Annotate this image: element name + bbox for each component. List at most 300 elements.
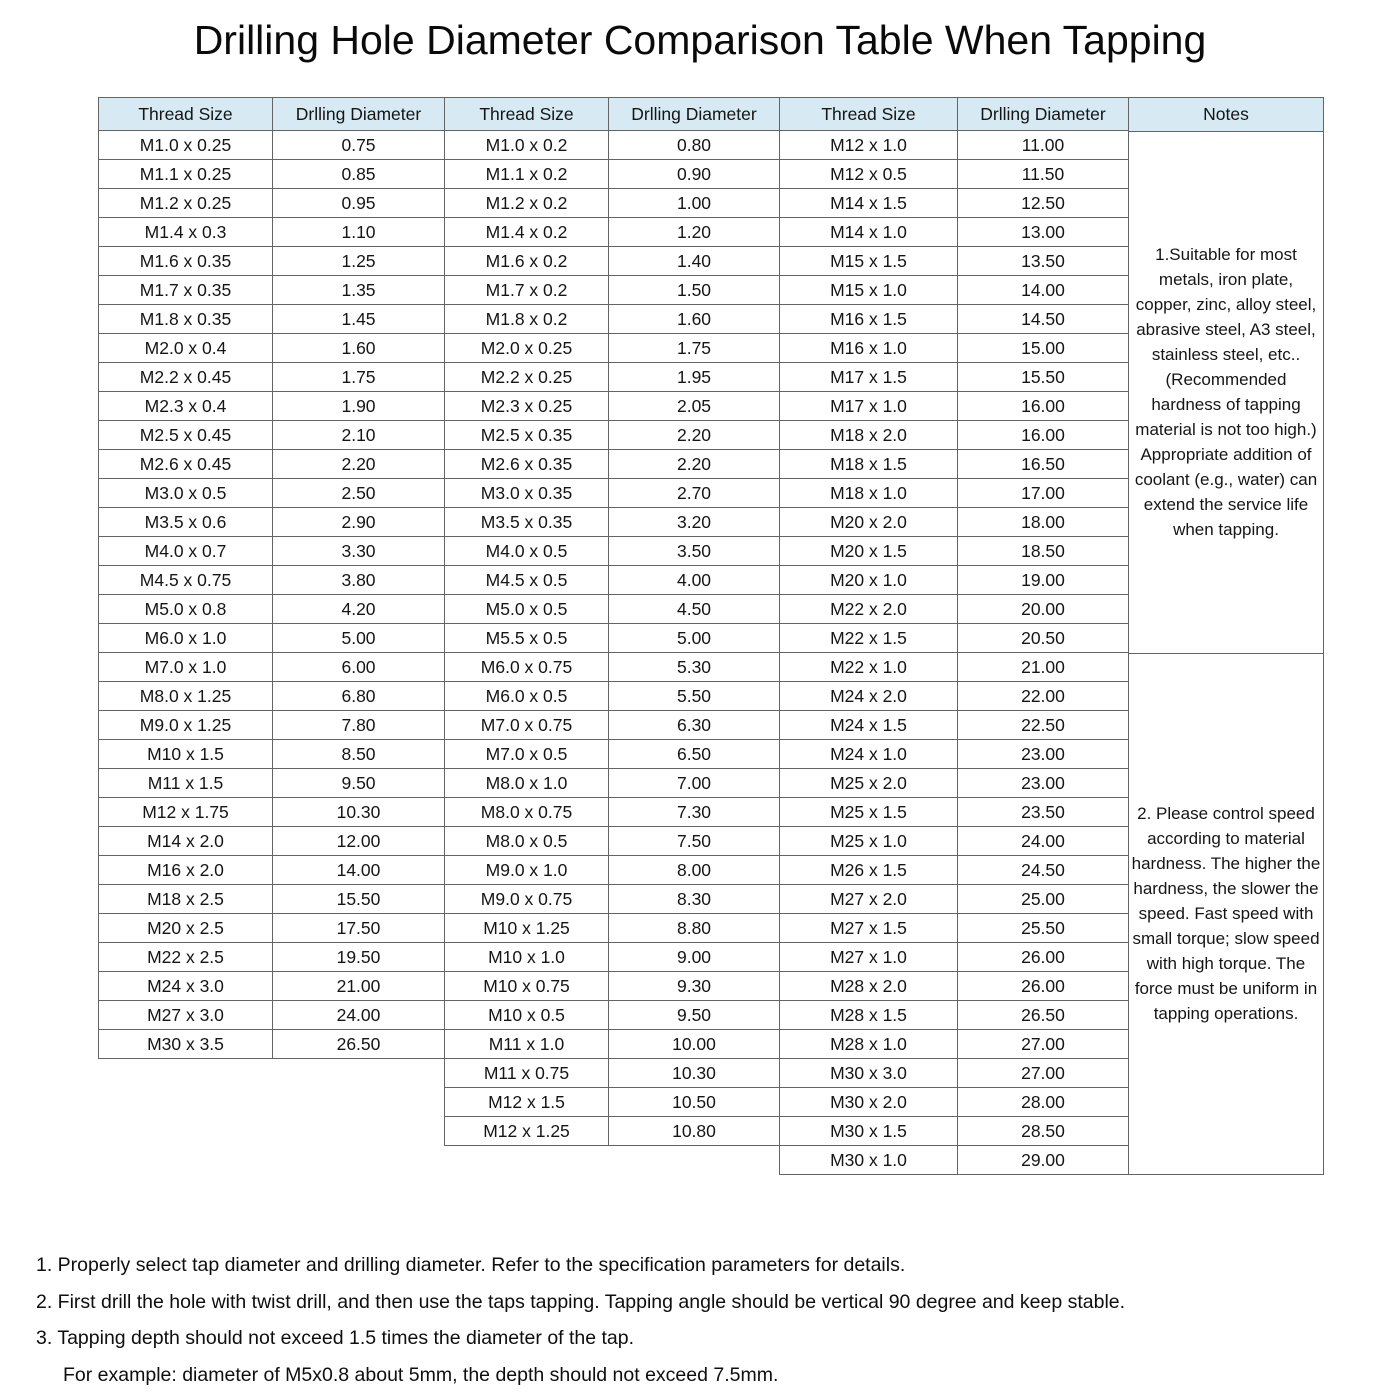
table-cell: 0.90 bbox=[609, 160, 780, 189]
table-cell: 17.50 bbox=[273, 914, 445, 943]
table-row bbox=[780, 218, 1129, 247]
table-row bbox=[445, 160, 780, 189]
table-row bbox=[99, 218, 445, 247]
table-cell: M24 x 3.0 bbox=[99, 972, 273, 1001]
table-cell: 15.00 bbox=[958, 334, 1129, 363]
table-cell: 1.35 bbox=[273, 276, 445, 305]
table-row bbox=[445, 276, 780, 305]
table-cell: M12 x 1.0 bbox=[780, 131, 958, 160]
table-cell: 11.50 bbox=[958, 160, 1129, 189]
table-row bbox=[780, 276, 1129, 305]
table-cell: M1.0 x 0.2 bbox=[445, 131, 609, 160]
table-cell: M20 x 2.5 bbox=[99, 914, 273, 943]
table-row bbox=[445, 711, 780, 740]
table-row bbox=[445, 856, 780, 885]
table-row bbox=[445, 131, 780, 160]
table-cell: M16 x 1.5 bbox=[780, 305, 958, 334]
table-cell: M18 x 1.0 bbox=[780, 479, 958, 508]
table-cell: M8.0 x 1.25 bbox=[99, 682, 273, 711]
table-row bbox=[780, 798, 1129, 827]
header-row bbox=[780, 98, 1129, 131]
table-cell: 19.00 bbox=[958, 566, 1129, 595]
table-row bbox=[780, 566, 1129, 595]
table-cell: 4.20 bbox=[273, 595, 445, 624]
table-cell: M1.7 x 0.2 bbox=[445, 276, 609, 305]
table-row bbox=[780, 624, 1129, 653]
table-cell: 10.00 bbox=[609, 1030, 780, 1059]
table-cell: 2.20 bbox=[273, 450, 445, 479]
table-cell: 5.50 bbox=[609, 682, 780, 711]
table-cell: 3.50 bbox=[609, 537, 780, 566]
table-row bbox=[445, 1117, 780, 1146]
table-cell: M24 x 1.0 bbox=[780, 740, 958, 769]
table-cell: 1.95 bbox=[609, 363, 780, 392]
table-cell: M16 x 2.0 bbox=[99, 856, 273, 885]
table-cell: M14 x 1.5 bbox=[780, 189, 958, 218]
table-cell: 16.00 bbox=[958, 392, 1129, 421]
table-cell: 1.50 bbox=[609, 276, 780, 305]
table-cell: M10 x 1.25 bbox=[445, 914, 609, 943]
table-cell: M12 x 1.75 bbox=[99, 798, 273, 827]
table-row bbox=[445, 914, 780, 943]
table-cell: M9.0 x 1.25 bbox=[99, 711, 273, 740]
table-cell: M27 x 2.0 bbox=[780, 885, 958, 914]
table-cell: M20 x 1.5 bbox=[780, 537, 958, 566]
table-cell: M1.8 x 0.35 bbox=[99, 305, 273, 334]
table-row bbox=[99, 595, 445, 624]
table-cell: 25.00 bbox=[958, 885, 1129, 914]
table-cell: 16.00 bbox=[958, 421, 1129, 450]
column-header-thread-size: Thread Size bbox=[445, 98, 609, 131]
table-cell: 10.50 bbox=[609, 1088, 780, 1117]
footer-note-4: For example: diameter of M5x0.8 about 5mm, the depth should not exceed 7.5mm. bbox=[63, 1363, 779, 1386]
table-cell: 13.00 bbox=[958, 218, 1129, 247]
table-cell: 9.50 bbox=[609, 1001, 780, 1030]
table-cell: 18.50 bbox=[958, 537, 1129, 566]
table-row bbox=[445, 798, 780, 827]
table-row bbox=[780, 479, 1129, 508]
table-cell: 2.05 bbox=[609, 392, 780, 421]
table-cell: 6.00 bbox=[273, 653, 445, 682]
table-cell: M1.2 x 0.25 bbox=[99, 189, 273, 218]
table-row bbox=[780, 827, 1129, 856]
table-cell: M30 x 2.0 bbox=[780, 1088, 958, 1117]
table-cell: M8.0 x 1.0 bbox=[445, 769, 609, 798]
table-cell: 0.75 bbox=[273, 131, 445, 160]
table-cell: M1.7 x 0.35 bbox=[99, 276, 273, 305]
table-cell: 26.50 bbox=[273, 1030, 445, 1059]
table-cell: M10 x 1.0 bbox=[445, 943, 609, 972]
table-cell: M3.5 x 0.6 bbox=[99, 508, 273, 537]
table-cell: 8.30 bbox=[609, 885, 780, 914]
table-row bbox=[780, 363, 1129, 392]
table-cell: 10.30 bbox=[273, 798, 445, 827]
table-cell: M2.6 x 0.45 bbox=[99, 450, 273, 479]
table-cell: M6.0 x 1.0 bbox=[99, 624, 273, 653]
table-cell: 24.50 bbox=[958, 856, 1129, 885]
table-row bbox=[99, 711, 445, 740]
table-cell: 7.50 bbox=[609, 827, 780, 856]
table-cell: M28 x 1.5 bbox=[780, 1001, 958, 1030]
table-row bbox=[99, 276, 445, 305]
table-cell: M25 x 2.0 bbox=[780, 769, 958, 798]
table-cell: M22 x 2.0 bbox=[780, 595, 958, 624]
table-cell: 24.00 bbox=[273, 1001, 445, 1030]
table-cell: 5.30 bbox=[609, 653, 780, 682]
table-row bbox=[99, 305, 445, 334]
table-cell: M12 x 1.25 bbox=[445, 1117, 609, 1146]
table-cell: 11.00 bbox=[958, 131, 1129, 160]
table-cell: M17 x 1.5 bbox=[780, 363, 958, 392]
table-row bbox=[445, 363, 780, 392]
table-cell: 7.00 bbox=[609, 769, 780, 798]
table-row bbox=[780, 189, 1129, 218]
table-cell: 1.75 bbox=[609, 334, 780, 363]
table-cell: M7.0 x 0.5 bbox=[445, 740, 609, 769]
table-cell: M20 x 2.0 bbox=[780, 508, 958, 537]
table-cell: 10.80 bbox=[609, 1117, 780, 1146]
table-cell: 20.50 bbox=[958, 624, 1129, 653]
table-row bbox=[445, 624, 780, 653]
table-cell: 2.20 bbox=[609, 450, 780, 479]
table-cell: M2.0 x 0.4 bbox=[99, 334, 273, 363]
table-cell: 1.60 bbox=[273, 334, 445, 363]
table-cell: 1.90 bbox=[273, 392, 445, 421]
table-cell: M1.1 x 0.2 bbox=[445, 160, 609, 189]
table-row bbox=[445, 653, 780, 682]
table-cell: 9.00 bbox=[609, 943, 780, 972]
table-row bbox=[99, 827, 445, 856]
table-cell: M3.0 x 0.35 bbox=[445, 479, 609, 508]
table-row bbox=[780, 334, 1129, 363]
table-cell: M30 x 3.0 bbox=[780, 1059, 958, 1088]
table-row bbox=[99, 1001, 445, 1030]
table-cell: 23.50 bbox=[958, 798, 1129, 827]
header-row bbox=[99, 98, 445, 131]
table-row bbox=[99, 798, 445, 827]
table-row bbox=[780, 160, 1129, 189]
table-cell: M4.0 x 0.7 bbox=[99, 537, 273, 566]
table-cell: 20.00 bbox=[958, 595, 1129, 624]
table-cell: 17.00 bbox=[958, 479, 1129, 508]
table-cell: 3.20 bbox=[609, 508, 780, 537]
table-cell: M1.1 x 0.25 bbox=[99, 160, 273, 189]
table-cell: 28.50 bbox=[958, 1117, 1129, 1146]
table-cell: M30 x 3.5 bbox=[99, 1030, 273, 1059]
table-cell: 0.85 bbox=[273, 160, 445, 189]
table-cell: 22.00 bbox=[958, 682, 1129, 711]
table-cell: 7.80 bbox=[273, 711, 445, 740]
table-row bbox=[445, 247, 780, 276]
table-cell: 26.50 bbox=[958, 1001, 1129, 1030]
table-cell: 4.50 bbox=[609, 595, 780, 624]
table-cell: 22.50 bbox=[958, 711, 1129, 740]
table-cell: 7.30 bbox=[609, 798, 780, 827]
table-cell: 12.00 bbox=[273, 827, 445, 856]
column-header-notes: Notes bbox=[1129, 98, 1323, 132]
thread-table-3 bbox=[779, 97, 1129, 1175]
table-row bbox=[99, 363, 445, 392]
note-1: 1.Suitable for most metals, iron plate, copper, zinc, alloy steel, abrasive steel, A3 steel, stainless steel, etc..(Recommended hardness of tapping material is not too high.) Appropriate addition of coolant (e.g., water) can extend the service life when tapping. bbox=[1134, 245, 1318, 540]
table-body-1 bbox=[99, 131, 445, 1059]
table-cell: M27 x 3.0 bbox=[99, 1001, 273, 1030]
table-cell: M4.5 x 0.5 bbox=[445, 566, 609, 595]
table-cell: 3.80 bbox=[273, 566, 445, 595]
table-cell: 15.50 bbox=[273, 885, 445, 914]
table-row bbox=[99, 914, 445, 943]
table-cell: 1.00 bbox=[609, 189, 780, 218]
table-row bbox=[445, 334, 780, 363]
table-cell: 1.45 bbox=[273, 305, 445, 334]
column-header-thread-size: Thread Size bbox=[780, 98, 958, 131]
table-cell: 13.50 bbox=[958, 247, 1129, 276]
table-cell: 2.90 bbox=[273, 508, 445, 537]
table-cell: M18 x 1.5 bbox=[780, 450, 958, 479]
table-cell: M15 x 1.0 bbox=[780, 276, 958, 305]
table-row bbox=[445, 479, 780, 508]
table-cell: 23.00 bbox=[958, 769, 1129, 798]
table-cell: M6.0 x 0.75 bbox=[445, 653, 609, 682]
table-row bbox=[780, 305, 1129, 334]
table-cell: 1.20 bbox=[609, 218, 780, 247]
table-cell: M14 x 1.0 bbox=[780, 218, 958, 247]
table-cell: 19.50 bbox=[273, 943, 445, 972]
table-row bbox=[780, 1030, 1129, 1059]
table-cell: M7.0 x 1.0 bbox=[99, 653, 273, 682]
table-cell: M1.4 x 0.2 bbox=[445, 218, 609, 247]
table-cell: M8.0 x 0.5 bbox=[445, 827, 609, 856]
table-cell: 16.50 bbox=[958, 450, 1129, 479]
table-row bbox=[780, 1117, 1129, 1146]
table-cell: M11 x 1.0 bbox=[445, 1030, 609, 1059]
table-row bbox=[780, 885, 1129, 914]
page-title: Drilling Hole Diameter Comparison Table When Tapping bbox=[193, 17, 1207, 63]
table-cell: M1.8 x 0.2 bbox=[445, 305, 609, 334]
table-row bbox=[780, 943, 1129, 972]
footer-notes bbox=[36, 1247, 1125, 1393]
table-row bbox=[99, 972, 445, 1001]
table-cell: 26.00 bbox=[958, 972, 1129, 1001]
table-cell: 0.80 bbox=[609, 131, 780, 160]
table-row bbox=[780, 1059, 1129, 1088]
table-cell: 1.75 bbox=[273, 363, 445, 392]
table-row bbox=[780, 1146, 1129, 1175]
table-row bbox=[99, 885, 445, 914]
table-cell: M11 x 0.75 bbox=[445, 1059, 609, 1088]
table-cell: M4.0 x 0.5 bbox=[445, 537, 609, 566]
table-cell: 2.50 bbox=[273, 479, 445, 508]
table-cell: 1.40 bbox=[609, 247, 780, 276]
table-row bbox=[445, 1001, 780, 1030]
table-row bbox=[445, 1059, 780, 1088]
table-cell: 27.00 bbox=[958, 1059, 1129, 1088]
table-row bbox=[445, 769, 780, 798]
comparison-table bbox=[98, 97, 1324, 1175]
footer-note-1: 1. Properly select tap diameter and drilling diameter. Refer to the specification parameters for details. bbox=[36, 1254, 906, 1276]
table-row bbox=[780, 856, 1129, 885]
table-row bbox=[445, 566, 780, 595]
table-cell: 26.00 bbox=[958, 943, 1129, 972]
table-row bbox=[445, 827, 780, 856]
table-row bbox=[780, 972, 1129, 1001]
table-cell: M1.6 x 0.2 bbox=[445, 247, 609, 276]
table-row bbox=[99, 943, 445, 972]
table-row bbox=[780, 392, 1129, 421]
table-row bbox=[99, 1030, 445, 1059]
table-cell: 14.00 bbox=[958, 276, 1129, 305]
table-cell: M26 x 1.5 bbox=[780, 856, 958, 885]
table-row bbox=[445, 450, 780, 479]
table-cell: 8.00 bbox=[609, 856, 780, 885]
table-cell: M2.5 x 0.35 bbox=[445, 421, 609, 450]
table-row bbox=[99, 450, 445, 479]
table-cell: M5.0 x 0.5 bbox=[445, 595, 609, 624]
table-cell: M1.0 x 0.25 bbox=[99, 131, 273, 160]
table-cell: M25 x 1.5 bbox=[780, 798, 958, 827]
table-cell: 6.30 bbox=[609, 711, 780, 740]
table-body-3 bbox=[780, 131, 1129, 1175]
table-body-2 bbox=[445, 131, 780, 1146]
table-cell: 9.30 bbox=[609, 972, 780, 1001]
footer-note-2: 2. First drill the hole with twist drill, and then use the taps tapping. Tapping angle should be vertical 90 degree and keep stable. bbox=[36, 1290, 1126, 1313]
table-row bbox=[99, 769, 445, 798]
table-row bbox=[445, 682, 780, 711]
table-cell: M1.4 x 0.3 bbox=[99, 218, 273, 247]
table-cell: M1.6 x 0.35 bbox=[99, 247, 273, 276]
table-cell: 4.00 bbox=[609, 566, 780, 595]
table-row bbox=[445, 1030, 780, 1059]
table-row bbox=[99, 334, 445, 363]
table-cell: M20 x 1.0 bbox=[780, 566, 958, 595]
table-row bbox=[780, 682, 1129, 711]
table-row bbox=[780, 1001, 1129, 1030]
table-cell: 9.50 bbox=[273, 769, 445, 798]
table-cell: M15 x 1.5 bbox=[780, 247, 958, 276]
table-row bbox=[445, 421, 780, 450]
table-cell: M2.2 x 0.45 bbox=[99, 363, 273, 392]
table-cell: 2.20 bbox=[609, 421, 780, 450]
table-row bbox=[99, 566, 445, 595]
notes-column bbox=[1128, 97, 1324, 1175]
footer-note-3: 3. Tapping depth should not exceed 1.5 times the diameter of the tap. bbox=[36, 1327, 635, 1349]
table-cell: M24 x 1.5 bbox=[780, 711, 958, 740]
table-row bbox=[99, 740, 445, 769]
table-row bbox=[99, 392, 445, 421]
header-row bbox=[445, 98, 780, 131]
table-cell: M27 x 1.0 bbox=[780, 943, 958, 972]
table-row bbox=[780, 595, 1129, 624]
table-row bbox=[780, 769, 1129, 798]
table-row bbox=[780, 421, 1129, 450]
table-cell: 28.00 bbox=[958, 1088, 1129, 1117]
table-row bbox=[99, 653, 445, 682]
table-row bbox=[445, 537, 780, 566]
table-cell: M28 x 2.0 bbox=[780, 972, 958, 1001]
table-row bbox=[99, 624, 445, 653]
table-row bbox=[445, 740, 780, 769]
table-cell: 24.00 bbox=[958, 827, 1129, 856]
table-row bbox=[780, 131, 1129, 160]
column-header-drilling-diameter: Drlling Diameter bbox=[273, 98, 445, 131]
table-cell: M22 x 1.5 bbox=[780, 624, 958, 653]
table-row bbox=[780, 537, 1129, 566]
table-row bbox=[99, 189, 445, 218]
table-cell: M10 x 0.5 bbox=[445, 1001, 609, 1030]
table-cell: 0.95 bbox=[273, 189, 445, 218]
column-header-thread-size: Thread Size bbox=[99, 98, 273, 131]
table-row bbox=[445, 595, 780, 624]
table-row bbox=[780, 1088, 1129, 1117]
column-header-drilling-diameter: Drlling Diameter bbox=[609, 98, 780, 131]
table-row bbox=[445, 885, 780, 914]
table-cell: 18.00 bbox=[958, 508, 1129, 537]
table-row bbox=[445, 972, 780, 1001]
thread-table-2 bbox=[444, 97, 780, 1146]
table-cell: M2.2 x 0.25 bbox=[445, 363, 609, 392]
table-cell: 15.50 bbox=[958, 363, 1129, 392]
table-cell: 23.00 bbox=[958, 740, 1129, 769]
table-cell: M9.0 x 0.75 bbox=[445, 885, 609, 914]
table-row bbox=[780, 653, 1129, 682]
table-cell: 12.50 bbox=[958, 189, 1129, 218]
table-row bbox=[99, 682, 445, 711]
table-row bbox=[780, 247, 1129, 276]
table-cell: M8.0 x 0.75 bbox=[445, 798, 609, 827]
table-row bbox=[99, 247, 445, 276]
table-cell: M4.5 x 0.75 bbox=[99, 566, 273, 595]
table-cell: M18 x 2.0 bbox=[780, 421, 958, 450]
table-row bbox=[99, 856, 445, 885]
thread-table-1 bbox=[98, 97, 445, 1059]
table-row bbox=[99, 508, 445, 537]
table-cell: M11 x 1.5 bbox=[99, 769, 273, 798]
table-row bbox=[780, 508, 1129, 537]
table-cell: 10.30 bbox=[609, 1059, 780, 1088]
table-cell: 25.50 bbox=[958, 914, 1129, 943]
table-cell: M6.0 x 0.5 bbox=[445, 682, 609, 711]
table-cell: 5.00 bbox=[609, 624, 780, 653]
table-cell: M30 x 1.0 bbox=[780, 1146, 958, 1175]
table-cell: 2.10 bbox=[273, 421, 445, 450]
table-cell: M16 x 1.0 bbox=[780, 334, 958, 363]
table-cell: M1.2 x 0.2 bbox=[445, 189, 609, 218]
table-cell: 21.00 bbox=[273, 972, 445, 1001]
table-row bbox=[445, 1088, 780, 1117]
table-cell: 27.00 bbox=[958, 1030, 1129, 1059]
table-cell: 6.50 bbox=[609, 740, 780, 769]
table-cell: 8.80 bbox=[609, 914, 780, 943]
table-cell: 1.60 bbox=[609, 305, 780, 334]
table-row bbox=[445, 305, 780, 334]
table-row bbox=[99, 160, 445, 189]
table-row bbox=[445, 218, 780, 247]
note-2: 2. Please control speed according to material hardness. The higher the hardness, the slower the speed. Fast speed with small torque; slow speed with high torque. The force must be uniform in tapping operations. bbox=[1129, 653, 1323, 1175]
table-row bbox=[780, 711, 1129, 740]
table-cell: M28 x 1.0 bbox=[780, 1030, 958, 1059]
table-cell: M12 x 0.5 bbox=[780, 160, 958, 189]
table-row bbox=[99, 537, 445, 566]
table-cell: 14.50 bbox=[958, 305, 1129, 334]
table-cell: M27 x 1.5 bbox=[780, 914, 958, 943]
table-cell: M2.0 x 0.25 bbox=[445, 334, 609, 363]
table-cell: M2.3 x 0.25 bbox=[445, 392, 609, 421]
table-cell: M17 x 1.0 bbox=[780, 392, 958, 421]
table-cell: M18 x 2.5 bbox=[99, 885, 273, 914]
table-row bbox=[445, 508, 780, 537]
table-row bbox=[780, 740, 1129, 769]
table-cell: M10 x 1.5 bbox=[99, 740, 273, 769]
table-cell: 2.70 bbox=[609, 479, 780, 508]
